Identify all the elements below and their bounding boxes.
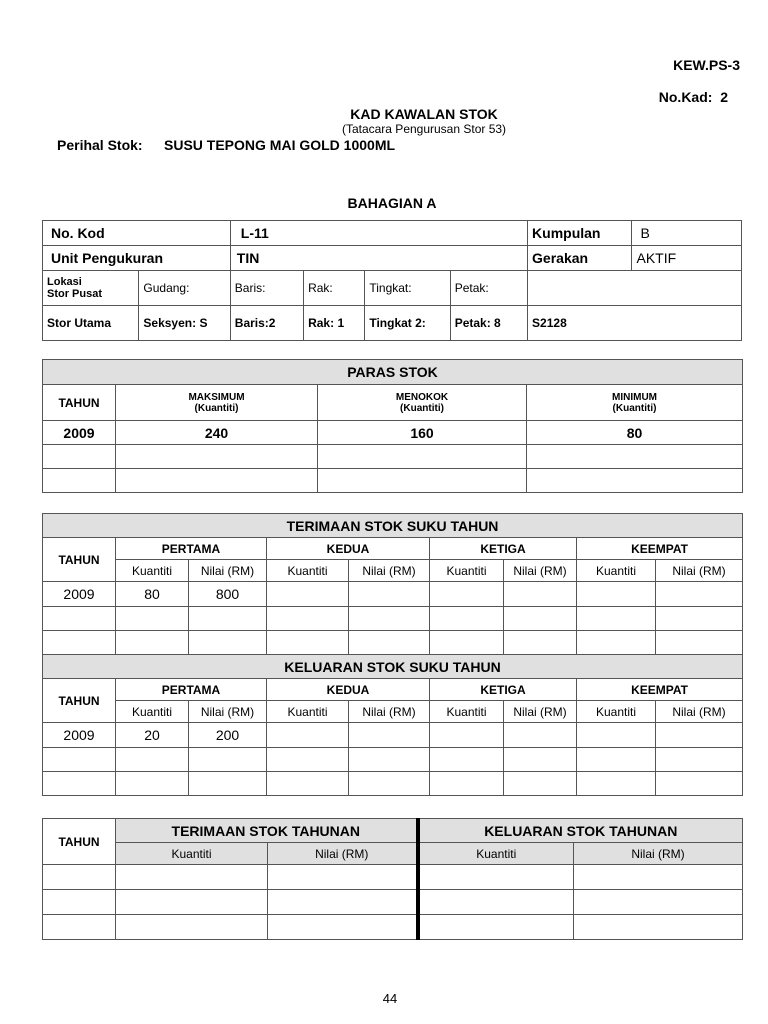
gudang-label: Gudang: xyxy=(139,271,230,306)
menokok-label: MENOKOK xyxy=(395,391,449,403)
paras-menokok: 160 xyxy=(318,421,527,445)
unit-value: TIN xyxy=(230,246,527,271)
table-row xyxy=(43,631,743,655)
cell xyxy=(267,723,349,748)
cell xyxy=(577,748,656,772)
cell xyxy=(574,915,743,940)
terimaan-ketiga-header: KETIGA xyxy=(430,538,577,560)
info-table xyxy=(42,220,742,341)
cell xyxy=(116,607,189,631)
annual-tahun-header: TAHUN xyxy=(43,819,116,865)
cell xyxy=(656,748,743,772)
cell xyxy=(116,865,268,890)
cell xyxy=(574,890,743,915)
cell xyxy=(43,469,116,493)
cell xyxy=(430,631,504,655)
gerakan-value: AKTIF xyxy=(632,246,742,271)
cell xyxy=(656,772,743,796)
cell xyxy=(43,607,116,631)
cell xyxy=(349,723,430,748)
quarterly-table xyxy=(42,513,743,796)
cell xyxy=(267,631,349,655)
stor-utama: Stor Utama xyxy=(43,306,139,341)
kuantiti-header: Kuantiti xyxy=(430,701,504,723)
keluaran-q1-qty: 20 xyxy=(116,723,189,748)
cell xyxy=(116,890,268,915)
table-row xyxy=(43,607,743,631)
cell xyxy=(43,915,116,940)
cell xyxy=(577,772,656,796)
terimaan-tahun-header: TAHUN xyxy=(43,538,116,582)
keluaran-pertama-header: PERTAMA xyxy=(116,679,267,701)
menokok-header xyxy=(318,385,527,421)
cell xyxy=(504,631,577,655)
terimaan-keempat-header: KEEMPAT xyxy=(577,538,743,560)
cell xyxy=(318,469,527,493)
keluaran-q1-val: 200 xyxy=(189,723,267,748)
cell xyxy=(418,890,574,915)
paras-year: 2009 xyxy=(43,421,116,445)
terimaan-pertama-header: PERTAMA xyxy=(116,538,267,560)
nilai-header: Nilai (RM) xyxy=(656,701,743,723)
petak-label: Petak: xyxy=(450,271,527,306)
table-row xyxy=(43,445,743,469)
kuantiti-header: Kuantiti xyxy=(267,701,349,723)
cell xyxy=(527,469,743,493)
unit-label: Unit Pengukuran xyxy=(43,246,231,271)
cell xyxy=(267,582,349,607)
seksyen-value: Seksyen: S xyxy=(139,306,230,341)
page-title: KAD KAWALAN STOK xyxy=(350,106,498,122)
page-subtitle: (Tatacara Pengurusan Stor 53) xyxy=(341,122,507,136)
terimaan-tahunan-title: TERIMAAN STOK TAHUNAN xyxy=(116,819,418,843)
rak-value: Rak: 1 xyxy=(304,306,365,341)
perihal-value: SUSU TEPONG MAI GOLD 1000ML xyxy=(164,137,396,153)
table-row xyxy=(43,469,743,493)
table-row xyxy=(43,865,743,890)
cell xyxy=(418,915,574,940)
cell xyxy=(189,631,267,655)
cell xyxy=(349,631,430,655)
paras-tahun-header: TAHUN xyxy=(43,385,116,421)
minimum-unit: (Kuantiti) xyxy=(612,402,657,414)
paras-stok-table xyxy=(42,359,743,493)
keluaran-tahun-header: TAHUN xyxy=(43,679,116,723)
cell xyxy=(116,631,189,655)
cell xyxy=(349,607,430,631)
tingkat-value: Tingkat 2: xyxy=(365,306,450,341)
cell xyxy=(418,865,574,890)
no-kod-label: No. Kod xyxy=(43,221,231,246)
kuantiti-header: Kuantiti xyxy=(116,560,189,582)
cell xyxy=(577,607,656,631)
cell xyxy=(656,607,743,631)
cell xyxy=(116,772,189,796)
kumpulan-label: Kumpulan xyxy=(528,221,632,246)
kuantiti-header: Kuantiti xyxy=(430,560,504,582)
table-row xyxy=(43,915,743,940)
kuantiti-header: Kuantiti xyxy=(267,560,349,582)
paras-minimum: 80 xyxy=(527,421,743,445)
cell xyxy=(43,631,116,655)
cell xyxy=(267,748,349,772)
cell xyxy=(116,445,318,469)
cell xyxy=(504,582,577,607)
cell xyxy=(504,772,577,796)
cell xyxy=(577,631,656,655)
cell xyxy=(349,772,430,796)
cell xyxy=(189,607,267,631)
cell xyxy=(430,772,504,796)
cell xyxy=(268,865,418,890)
cell xyxy=(116,748,189,772)
cell xyxy=(656,723,743,748)
kuantiti-header: Kuantiti xyxy=(577,560,656,582)
cell xyxy=(656,582,743,607)
keluaran-year: 2009 xyxy=(43,723,116,748)
lokasi-blank xyxy=(528,271,742,306)
cell xyxy=(267,772,349,796)
lokasi-label-line1: Lokasi xyxy=(47,276,82,288)
cell xyxy=(656,631,743,655)
cell xyxy=(527,445,743,469)
nilai-header: Nilai (RM) xyxy=(189,560,267,582)
annual-table xyxy=(42,818,743,940)
cell xyxy=(349,748,430,772)
page-number: 44 xyxy=(382,991,398,1006)
paras-maksimum: 240 xyxy=(116,421,318,445)
cell xyxy=(318,445,527,469)
nilai-header: Nilai (RM) xyxy=(349,560,430,582)
annual-terimaan-nilai: Nilai (RM) xyxy=(268,843,418,865)
keluaran-suku-title: KELUARAN STOK SUKU TAHUN xyxy=(43,655,743,679)
cell xyxy=(267,607,349,631)
tingkat-label: Tingkat: xyxy=(365,271,450,306)
cell xyxy=(116,469,318,493)
cell xyxy=(504,748,577,772)
terimaan-suku-title: TERIMAAN STOK SUKU TAHUN xyxy=(43,514,743,538)
keluaran-ketiga-header: KETIGA xyxy=(430,679,577,701)
table-row xyxy=(43,421,743,445)
cell xyxy=(577,723,656,748)
annual-keluaran-kuantiti: Kuantiti xyxy=(418,843,574,865)
table-row xyxy=(43,772,743,796)
terimaan-year: 2009 xyxy=(43,582,116,607)
maksimum-header xyxy=(116,385,318,421)
cell xyxy=(43,890,116,915)
cell xyxy=(574,865,743,890)
cell xyxy=(189,748,267,772)
terimaan-kedua-header: KEDUA xyxy=(267,538,430,560)
nilai-header: Nilai (RM) xyxy=(504,560,577,582)
no-kod-value: L-11 xyxy=(230,221,527,246)
maksimum-unit: (Kuantiti) xyxy=(194,402,239,414)
perihal-label: Perihal Stok: xyxy=(57,137,143,153)
menokok-unit: (Kuantiti) xyxy=(400,402,444,414)
annual-keluaran-nilai: Nilai (RM) xyxy=(574,843,743,865)
terimaan-q1-qty: 80 xyxy=(116,582,189,607)
form-code: KEW.PS-3 xyxy=(673,57,740,73)
kumpulan-value: B xyxy=(632,221,742,246)
kuantiti-header: Kuantiti xyxy=(116,701,189,723)
terimaan-q1-val: 800 xyxy=(189,582,267,607)
cell xyxy=(577,582,656,607)
cell xyxy=(430,582,504,607)
minimum-header xyxy=(527,385,743,421)
paras-stok-title: PARAS STOK xyxy=(43,360,743,385)
gerakan-label: Gerakan xyxy=(528,246,632,271)
nilai-header: Nilai (RM) xyxy=(189,701,267,723)
lokasi-label xyxy=(43,271,139,306)
cell xyxy=(349,582,430,607)
table-row xyxy=(43,723,743,748)
maksimum-label: MAKSIMUM xyxy=(188,391,245,403)
keluaran-keempat-header: KEEMPAT xyxy=(577,679,743,701)
cell xyxy=(116,915,268,940)
table-row xyxy=(43,582,743,607)
cell xyxy=(43,865,116,890)
nilai-header: Nilai (RM) xyxy=(656,560,743,582)
kuantiti-header: Kuantiti xyxy=(577,701,656,723)
cell xyxy=(189,772,267,796)
cell xyxy=(43,748,116,772)
cell xyxy=(504,723,577,748)
nilai-header: Nilai (RM) xyxy=(349,701,430,723)
rak-label: Rak: xyxy=(304,271,365,306)
cell xyxy=(268,915,418,940)
cell xyxy=(430,607,504,631)
petak-value: Petak: 8 xyxy=(450,306,527,341)
cell xyxy=(43,772,116,796)
table-row xyxy=(43,890,743,915)
keluaran-tahunan-title: KELUARAN STOK TAHUNAN xyxy=(418,819,743,843)
nilai-header: Nilai (RM) xyxy=(504,701,577,723)
minimum-label: MINIMUM xyxy=(612,391,657,403)
baris-value: Baris:2 xyxy=(230,306,303,341)
baris-label: Baris: xyxy=(230,271,303,306)
keluaran-kedua-header: KEDUA xyxy=(267,679,430,701)
cell xyxy=(430,723,504,748)
cell xyxy=(268,890,418,915)
stor-pusat-label: Stor Pusat xyxy=(47,288,103,300)
table-row xyxy=(43,748,743,772)
cell xyxy=(43,445,116,469)
cell xyxy=(504,607,577,631)
card-number: No.Kad: 2 xyxy=(658,89,728,105)
section-a-title: BAHAGIAN A xyxy=(347,195,437,211)
kod-lokasi-value: S2128 xyxy=(528,306,742,341)
cell xyxy=(430,748,504,772)
annual-terimaan-kuantiti: Kuantiti xyxy=(116,843,268,865)
